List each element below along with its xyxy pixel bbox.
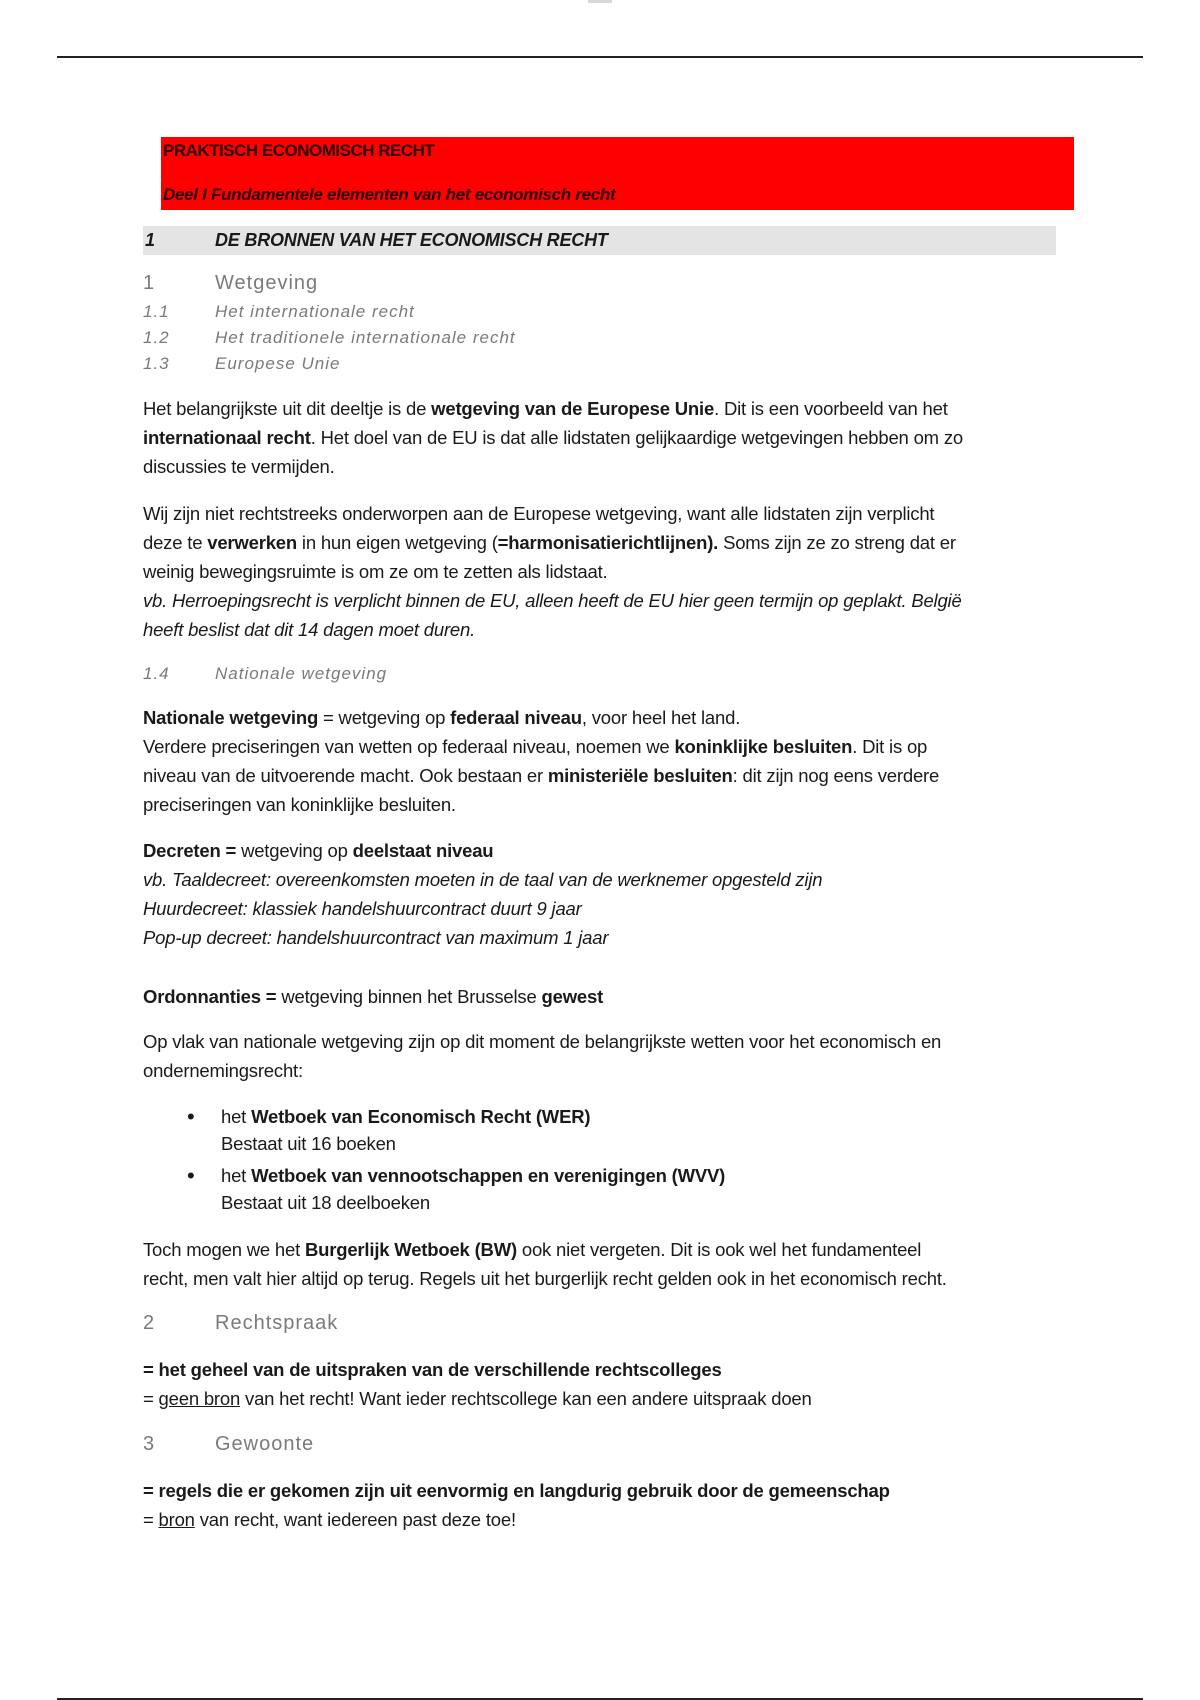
document-title: PRAKTISCH ECONOMISCH RECHT: [163, 141, 435, 160]
heading-number: 1.1: [143, 302, 170, 321]
heading-number: 3: [143, 1433, 156, 1455]
heading-title: Nationale wetgeving: [215, 664, 388, 683]
paragraph-ordonnanties: Ordonnanties = wetgeving binnen het Brusselse gewest: [143, 986, 604, 1007]
heading-internationale-recht: [143, 302, 743, 322]
paragraph-harmonisatie: Wij zijn niet rechtstreeks onderworpen aan de Europese wetgeving, want alle lidstaten zijn verplicht deze te verwerken in hun eigen wetgeving (=harmonisatierichtlijnen). Soms zijn ze zo streng dat er weinig bewegingsruimte is om ze om te zetten als lidstaat. vb. Herroepingsrecht is verplicht binnen de EU, alleen heeft de EU hier geen termijn op geplakt. België heeft beslist dat dit 14 dagen moet duren.: [143, 503, 962, 640]
heading-rechtspraak: [143, 1312, 743, 1336]
heading-number: 1: [143, 272, 156, 294]
paragraph-gewoonte: = regels die er gekomen zijn uit eenvormig en langdurig gebruik door de gemeenschap = bron van recht, want iedereen past deze toe!: [143, 1480, 890, 1530]
paragraph-rechtspraak: = het geheel van de uitspraken van de verschillende rechtscolleges = geen bron van het recht! Want ieder rechtscollege kan een andere uitspraak doen: [143, 1359, 812, 1409]
bullet-icon: •: [187, 1104, 195, 1129]
chapter-title: DE BRONNEN VAN HET ECONOMISCH RECHT: [215, 230, 608, 250]
page-top-mark: [588, 0, 612, 3]
heading-number: 1.4: [143, 664, 170, 683]
heading-title: Rechtspraak: [215, 1312, 339, 1334]
title-banner: [161, 137, 1074, 210]
document-subtitle: Deel I Fundamentele elementen van het economisch recht: [163, 185, 616, 204]
chapter-heading: [143, 226, 1056, 255]
paragraph-burgerlijk-wetboek: Toch mogen we het Burgerlijk Wetboek (BW) ook niet vergeten. Dit is ook wel het fundamenteel recht, men valt hier altijd op terug. Regels uit het burgerlijk recht gelden ook in het economisch recht.: [143, 1239, 947, 1289]
list-item: • het Wetboek van Economisch Recht (WER) Bestaat uit 16 boeken: [187, 1104, 591, 1154]
heading-wetgeving: [143, 272, 743, 296]
heading-title: Europese Unie: [215, 354, 341, 373]
heading-title: Het traditionele internationale recht: [215, 328, 516, 347]
paragraph-eu-wetgeving: Het belangrijkste uit dit deeltje is de wetgeving van de Europese Unie. Dit is een voorbeeld van het internationaal recht. Het doel van de EU is dat alle lidstaten gelijkaardige wetgevingen hebben om zo discussies te vermijden.: [143, 398, 963, 477]
bullet-icon: •: [187, 1163, 195, 1188]
heading-nationale-wetgeving: [143, 664, 743, 684]
heading-traditionele-internationale-recht: [143, 328, 743, 348]
header-rule: [57, 56, 1143, 58]
heading-europese-unie: [143, 354, 743, 374]
heading-title: Wetgeving: [215, 272, 319, 294]
list-item: • het Wetboek van vennootschappen en verenigingen (WVV) Bestaat uit 18 deelboeken: [187, 1163, 726, 1213]
chapter-number: 1: [145, 230, 156, 250]
heading-number: 1.2: [143, 328, 170, 347]
paragraph-belangrijkste-wetten: Op vlak van nationale wetgeving zijn op dit moment de belangrijkste wetten voor het economisch en ondernemingsrecht:: [143, 1031, 942, 1081]
heading-number: 2: [143, 1312, 156, 1334]
paragraph-decreten: Decreten = wetgeving op deelstaat niveau vb. Taaldecreet: overeenkomsten moeten in de taal van de werknemer opgesteld zijn Huurdecreet: klassiek handelshuurcontract duurt 9 jaar Pop-up decreet: handelshuurcontract van maximum 1 jaar: [143, 840, 823, 948]
heading-title: Het internationale recht: [215, 302, 415, 321]
paragraph-nationale-wetgeving: Nationale wetgeving = wetgeving op federaal niveau, voor heel het land. Verdere preciseringen van wetten op federaal niveau, noemen we koninklijke besluiten. Dit is op niveau van de uitvoerende macht. Ook bestaan er ministeriële besluiten: dit zijn nog eens verdere preciseringen van koninklijke besluiten.: [143, 707, 940, 815]
heading-gewoonte: [143, 1433, 743, 1457]
heading-title: Gewoonte: [215, 1433, 315, 1455]
heading-number: 1.3: [143, 354, 170, 373]
